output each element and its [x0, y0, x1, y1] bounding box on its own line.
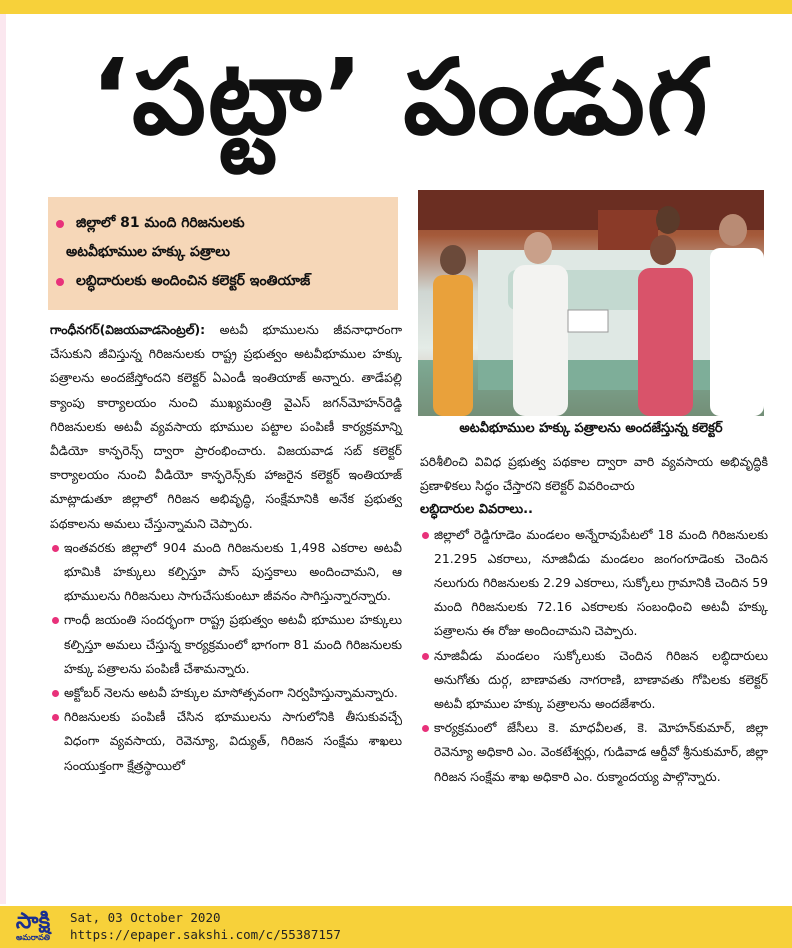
publication-date: Sat, 03 October 2020: [70, 910, 221, 925]
bullet-text: కార్యక్రమంలో జేసీలు కె. మాధవీలత, కె. మోహన్‌కుమార్, జిల్లా రెవెన్యూ అధికారి ఎం. వెంకటేశ్వర్లు, గుడివాడ ఆర్డీవో శ్రీనుకుమార్, జిల్లా గిరిజన సంక్షేమ శాఖ అధికారి ఎం. రుక్మాందయ్య పాల్గొన్నారు.: [434, 720, 768, 784]
epaper-link[interactable]: https://epaper.sakshi.com/c/55387157: [70, 927, 341, 942]
article-right-column: [420, 450, 768, 789]
bullet-dot: [52, 545, 59, 552]
article-left-column: [50, 318, 402, 778]
bullet-paragraph: [50, 608, 402, 681]
bullet-paragraph: [420, 523, 768, 644]
bullet-dot: [52, 714, 59, 721]
logo-subtext: అమరావతి: [15, 933, 51, 942]
bullet-paragraph: [420, 644, 768, 717]
bullet-dot: [422, 653, 429, 660]
continuation-text: పరిశీలించి వివిధ ప్రభుత్వ పథకాల ద్వారా వారి వ్యవసాయ అభివృద్ధికి ప్రణాళికలు సిద్ధం చేస్తారని కలెక్టర్ వివరించారు: [420, 454, 768, 494]
left-margin-strip: [0, 14, 6, 904]
article-intro: [50, 318, 402, 536]
bullet-dot: [422, 532, 429, 539]
bullet-text: గిరిజనులకు పంపిణీ చేసిన భూములను సాగులోనికి తీసుకువచ్చే విధంగా వ్యవసాయ, రెవెన్యూ, విద్యుత్, గిరిజన సంక్షేమ శాఖలు సంయుక్తంగా క్షేత్రస్థాయిలో: [64, 709, 402, 773]
intro-text: అటవీ భూములను జీవనాధారంగా చేసుకుని జీవిస్తున్న గిరిజనులకు రాష్ట్ర ప్రభుత్వం అటవీభూముల హక్కు పత్రాలను అందజేస్తోందని కలెక్టర్ ఏఎండీ ఇంతియాజ్ అన్నారు. తాడేపల్లి క్యాంపు కార్యాలయం నుంచి ముఖ్యమంత్రి వైఎస్ జగన్‌మోహన్‌రెడ్డి గిరిజనులకు అటవీ వ్యవసాయ భూముల పట్టాల పంపిణీ కార్యక్రమాన్ని వీడియో కాన్ఫరెన్స్ ద్వారా ప్రారంభించారు. విజయవాడ సబ్ కలెక్టర్ కార్యాలయం నుంచి వీడియో కాన్ఫరెన్స్‌కు హాజరైన కలెక్టర్ ఇంతియాజ్ మాట్లాడుతూ జిల్లాలో గిరిజన అభివృద్ధి, సంక్షేమానికి అనేక ప్రభుత్వ పథకాలను అమలు చేస్తున్నామని చెప్పారు.: [50, 322, 402, 531]
photo-caption: అటవీభూముల హక్కు పత్రాలను అందజేస్తున్న కలెక్టర్: [459, 421, 723, 436]
highlight-item: [48, 209, 398, 238]
bullet-dot: [56, 278, 64, 286]
bullet-text: ఇంతవరకు జిల్లాలో 904 మంది గిరిజనులకు 1,498 ఎకరాల అటవీ భూమికి హక్కులు కల్పిస్తూ పాస్ పుస్తకాలు అందించామని, ఆ భూములను గిరిజనులు సాగుచేసుకుంటూ జీవనం సాగిస్తున్నారన్నారు.: [64, 539, 402, 604]
highlight-item: [48, 238, 398, 267]
bullet-dot: [56, 220, 64, 228]
bullet-text: నూజివీడు మండలం సుక్కోలుకు చెందిన గిరిజన లబ్ధిదారులు అనుగోతు దుర్గ, బాణావతు నాగరాణి, బాణావతు గోపిలకు కలెక్టర్ అటవీ భూముల హక్కు పత్రాలను అందజేశారు.: [434, 647, 768, 712]
bullet-paragraph: [50, 705, 402, 778]
logo-text: సాక్షి: [15, 909, 51, 934]
sakshi-logo: [6, 910, 60, 944]
bullet-text: గాంధీ జయంతి సందర్భంగా రాష్ట్ర ప్రభుత్వం అటవీ భూముల హక్కులు కల్పిస్తూ అమలు చేస్తున్న కార్యక్రమంలో భాగంగా 81 మంది గిరిజనులకు హక్కు పత్రాలను పంపిణీ చేశామన్నారు.: [64, 612, 402, 676]
dateline: గాంధీనగర్(విజయవాడసెంట్రల్):: [50, 322, 206, 337]
highlight-item: [48, 267, 398, 296]
subheading: లబ్ధిదారుల వివరాలు..: [420, 502, 533, 518]
highlight-text: జిల్లాలో 81 మంది గిరిజనులకు: [76, 215, 245, 231]
bullet-dot: [422, 725, 429, 732]
highlight-box: [48, 197, 398, 310]
highlight-text: అటవీభూముల హక్కు పత్రాలు: [66, 244, 230, 260]
top-color-bar: [0, 0, 792, 14]
bullet-dot: [52, 617, 59, 624]
news-photo: [418, 190, 764, 416]
photo-illustration: [418, 190, 764, 416]
headline: ‘పట్టా’ పండుగ: [90, 36, 710, 158]
bullet-dot: [52, 690, 59, 697]
bullet-text: అక్టోబర్ నెలను అటవీ హక్కుల మాసోత్సవంగా నిర్వహిస్తున్నామన్నారు.: [64, 685, 398, 701]
bullet-paragraph: [50, 536, 402, 609]
highlight-text: లబ్ధిదారులకు అందించిన కలెక్టర్ ఇంతియాజ్: [76, 273, 311, 289]
bullet-paragraph: [420, 716, 768, 789]
bullet-paragraph: [50, 681, 402, 705]
bullet-text: జిల్లాలో రెడ్డిగూడెం మండలం అన్నేరావుపేటలో 18 మంది గిరిజనులకు 21.295 ఎకరాలు, నూజివీడు మండలం జంగంగూడెంకు చెందిన నలుగురు గిరిజనులకు 2.29 ఎకరాలు, సుక్కోలు గ్రామానికి చెందిన 59 మంది గిరిజనులకు 72.16 ఎకరాలకు సంబంధించి అటవీ హక్కు పత్రాలను ఈ రోజు అందించామని చెప్పారు.: [434, 526, 768, 639]
footer-info: [70, 909, 341, 943]
